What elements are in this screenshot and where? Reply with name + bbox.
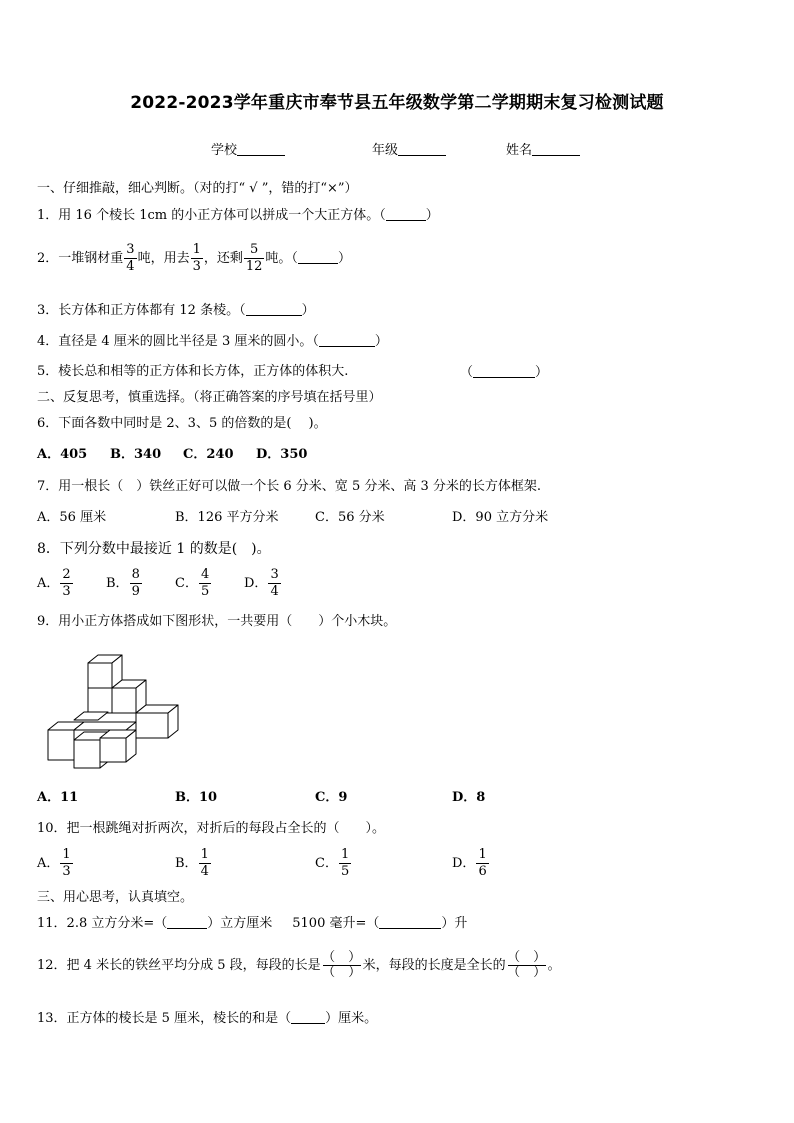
- fraction-1-4: $\frac{1}{4}$: [200, 847, 209, 879]
- fraction-2-3: $\frac{2}{3}$: [62, 567, 71, 599]
- fraction-3-4: $\frac{3}{4}$: [126, 242, 135, 274]
- question-2-text-c: ，还剩: [203, 251, 243, 266]
- option-9-c[interactable]: C．9: [315, 790, 348, 805]
- fraction-1-5: $\frac{1}{5}$: [340, 847, 350, 879]
- answer-blank-2[interactable]: [298, 249, 338, 264]
- question-13: [37, 1009, 377, 1028]
- option-10-c[interactable]: C． $\frac{1}{5}$: [315, 847, 350, 879]
- fraction-5-12: $\frac{5}{12}$: [245, 242, 263, 274]
- option-8-c[interactable]: C． $\frac{4}{5}$: [175, 567, 210, 599]
- option-9-a[interactable]: A．11: [37, 790, 79, 805]
- question-9: 9．用小正方体搭成如下图形状，一共要用（ ）个小木块。: [37, 614, 397, 629]
- grade-blank[interactable]: [398, 141, 446, 156]
- option-6-a[interactable]: A．405: [37, 447, 88, 462]
- section-3-heading: 三、用心思考，认真填空。: [37, 890, 194, 905]
- question-11-text-d: ）升: [441, 916, 468, 931]
- question-3: [37, 301, 315, 320]
- option-9-b[interactable]: B．10: [175, 790, 218, 805]
- fraction-3-4: $\frac{3}{4}$: [270, 567, 279, 599]
- question-12: [37, 951, 561, 980]
- option-7-a[interactable]: A．56 厘米: [37, 510, 107, 525]
- option-7-d[interactable]: D．90 立方分米: [452, 510, 549, 525]
- answer-blank-1[interactable]: [386, 206, 426, 221]
- fraction-1-6: $\frac{1}{6}$: [478, 847, 487, 879]
- question-5-text: 5．棱长总和相等的正方体和长方体，正方体的体积大.: [37, 364, 349, 379]
- question-10: 10．把一根跳绳对折两次，对折后的每段占全长的（ ）。: [37, 821, 386, 836]
- option-7-c[interactable]: C．56 分米: [315, 510, 385, 525]
- school-blank[interactable]: [237, 141, 285, 156]
- name-field[interactable]: [506, 141, 580, 160]
- option-10-a[interactable]: A． $\frac{1}{3}$: [37, 847, 71, 879]
- fraction-1-3: $\frac{1}{3}$: [192, 242, 201, 274]
- option-10-d[interactable]: D． $\frac{1}{6}$: [452, 847, 487, 879]
- answer-blank-4[interactable]: [319, 332, 375, 347]
- question-4: [37, 332, 388, 351]
- question-11: [37, 914, 467, 933]
- paren-close: ）: [425, 208, 439, 223]
- name-blank[interactable]: [532, 141, 580, 156]
- grade-field[interactable]: [372, 141, 446, 160]
- fraction-8-9: $\frac{8}{9}$: [131, 567, 140, 599]
- page-title: 2022-2023学年重庆市奉节县五年级数学第二学期期末复习检测试题: [130, 93, 664, 113]
- fraction-4-5: $\frac{4}{5}$: [200, 567, 210, 599]
- question-2-text-b: 吨，用去: [137, 251, 190, 266]
- cube-figure: [40, 650, 190, 774]
- fraction-1-3: $\frac{1}{3}$: [62, 847, 71, 879]
- question-8: 8．下列分数中最接近 1 的数是( )。: [37, 541, 271, 557]
- question-3-text: 3．长方体和正方体都有 12 条棱。（: [37, 303, 246, 318]
- answer-fraction-12a[interactable]: （ ） （ ）: [322, 950, 362, 980]
- answer-blank-11a[interactable]: [167, 914, 207, 929]
- question-2: [37, 243, 351, 274]
- section-1-heading: 一、仔细推敲，细心判断。（对的打“ √ ”，错的打“×”）: [37, 181, 358, 196]
- name-label: 姓名: [506, 143, 533, 158]
- paren-close: ）: [337, 251, 351, 266]
- question-6: 6．下面各数中同时是 2、3、5 的倍数的是( )。: [37, 416, 327, 431]
- section-2-heading: 二、反复思考，慎重选择。（将正确答案的序号填在括号里）: [37, 390, 382, 405]
- answer-blank-5[interactable]: [473, 363, 535, 378]
- option-6-b[interactable]: B．340: [110, 447, 162, 462]
- question-11-text-a: 11．2.8 立方分米=（: [37, 916, 168, 931]
- question-12-text-c: 。: [547, 958, 561, 973]
- school-field[interactable]: [211, 141, 285, 160]
- question-13-text-a: 13．正方体的棱长是 5 厘米，棱长的和是（: [37, 1011, 292, 1026]
- option-9-d[interactable]: D．8: [452, 790, 486, 805]
- question-2-text-d: 吨。（: [265, 251, 298, 266]
- question-7: 7．用一根长（ ）铁丝正好可以做一个长 6 分米、宽 5 分米、高 3 分米的长方体框架.: [37, 479, 542, 494]
- paren-close: ）: [301, 303, 315, 318]
- answer-blank-3[interactable]: [246, 301, 302, 316]
- answer-blank-13[interactable]: [291, 1009, 325, 1024]
- question-13-text-b: ）厘米。: [325, 1011, 378, 1026]
- school-label: 学校: [211, 143, 238, 158]
- option-6-d[interactable]: D．350: [256, 447, 308, 462]
- question-12-text-b: 米，每段的长度是全长的: [362, 958, 506, 973]
- question-12-text-a: 12．把 4 米长的铁丝平均分成 5 段，每段的长是: [37, 958, 321, 973]
- answer-blank-11b[interactable]: [379, 914, 441, 929]
- option-10-b[interactable]: B． $\frac{1}{4}$: [175, 847, 209, 879]
- paren-close: ）: [535, 365, 549, 380]
- question-2-text-a: 2．一堆钢材重: [37, 251, 124, 266]
- paren-open: （: [460, 365, 474, 380]
- question-5: [37, 363, 348, 381]
- question-11-text-b: ）立方厘米: [207, 916, 273, 931]
- option-7-b[interactable]: B．126 平方分米: [175, 510, 279, 525]
- question-5-answer: [460, 363, 548, 382]
- option-6-c[interactable]: C．240: [183, 447, 234, 462]
- question-1-text: 1．用 16 个棱长 1cm 的小正方体可以拼成一个大正方体。（: [37, 208, 386, 223]
- grade-label: 年级: [372, 143, 399, 158]
- option-8-d[interactable]: D． $\frac{3}{4}$: [244, 567, 279, 599]
- question-1: [37, 206, 439, 225]
- answer-fraction-12b[interactable]: （ ） （ ）: [507, 950, 547, 980]
- paren-close: ）: [374, 334, 388, 349]
- question-4-text: 4．直径是 4 厘米的圆比半径是 3 厘米的圆小。（: [37, 334, 319, 349]
- option-8-a[interactable]: A． $\frac{2}{3}$: [37, 567, 71, 599]
- option-8-b[interactable]: B． $\frac{8}{9}$: [106, 567, 140, 599]
- question-11-text-c: 5100 毫升=（: [292, 916, 380, 931]
